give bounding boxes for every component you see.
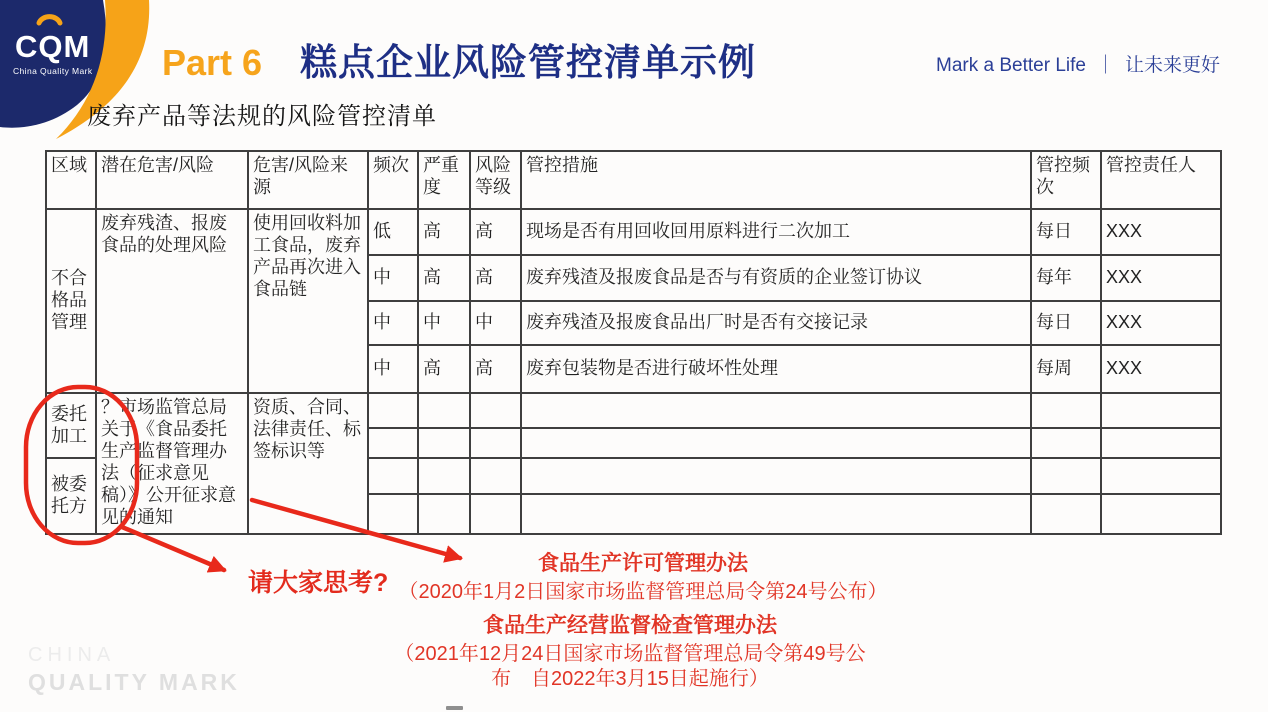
- brand-tagline: [936, 50, 1220, 77]
- freq-cell: 低: [368, 209, 418, 255]
- col-header-owner: 管控责任人: [1101, 151, 1221, 209]
- watermark-line2: QUALITY MARK: [28, 669, 240, 695]
- level-cell: 中: [470, 301, 521, 345]
- tagline-divider: ｜: [1095, 55, 1115, 76]
- level-cell: 高: [470, 255, 521, 301]
- empty-cell: [368, 428, 418, 458]
- empty-cell: [1101, 458, 1221, 494]
- level-cell: 高: [470, 345, 521, 393]
- empty-cell: [470, 458, 521, 494]
- empty-cell: [470, 494, 521, 534]
- regulation-ref-2-detail-line2: 布 自2022年3月15日起施行）: [491, 667, 769, 690]
- empty-cell: [470, 428, 521, 458]
- level-cell: 高: [470, 209, 521, 255]
- severity-cell: 高: [418, 209, 470, 255]
- header-title-row: [162, 32, 756, 86]
- tagline-zh: 让未来更好: [1124, 55, 1220, 76]
- col-header-control-freq: 管控频次: [1031, 151, 1101, 209]
- watermark-line1: CHINA: [28, 644, 116, 666]
- regulation-ref-2: [380, 609, 880, 691]
- watermark: [28, 644, 240, 696]
- control-freq-cell: 每年: [1031, 255, 1101, 301]
- regulation-ref-1: [393, 547, 893, 605]
- source-cell: 使用回收料加工食品，废弃产品再次进入食品链: [248, 209, 368, 393]
- logo-abbr: CQM: [15, 29, 91, 64]
- empty-cell: [418, 428, 470, 458]
- control-freq-cell: 每周: [1031, 345, 1101, 393]
- empty-cell: [418, 393, 470, 428]
- area-cell: 不合格品管理: [46, 209, 96, 393]
- risk-control-table: [45, 150, 1222, 535]
- area-cell: 委托加工: [46, 393, 96, 458]
- tagline-en: Mark a Better Life: [936, 55, 1086, 76]
- col-header-level: 风险等级: [470, 151, 521, 209]
- measure-cell: 废弃残渣及报废食品是否与有资质的企业签订协议: [521, 255, 1031, 301]
- owner-cell: XXX: [1101, 209, 1221, 255]
- freq-cell: 中: [368, 301, 418, 345]
- slide-subtitle: 废弃产品等法规的风险管控清单: [87, 103, 437, 130]
- table-row: [46, 209, 1221, 255]
- owner-cell: XXX: [1101, 345, 1221, 393]
- bottom-dash: [446, 706, 463, 710]
- owner-cell: XXX: [1101, 301, 1221, 345]
- table-header-row: [46, 151, 1221, 209]
- regulation-ref-1-title: 食品生产许可管理办法: [538, 552, 748, 575]
- empty-cell: [521, 494, 1031, 534]
- regulation-ref-2-detail-line1: （2021年12月24日国家市场监督管理总局令第49号公: [394, 643, 866, 665]
- table-row: [46, 393, 1221, 428]
- think-label: 请大家思考?: [248, 569, 389, 597]
- regulation-ref-2-title: 食品生产经营监督检查管理办法: [483, 614, 777, 637]
- part-label: Part 6: [162, 42, 263, 83]
- col-header-source: 危害/风险来源: [248, 151, 368, 209]
- measure-cell: 废弃残渣及报废食品出厂时是否有交接记录: [521, 301, 1031, 345]
- hazard-cell: 废弃残渣、报废食品的处理风险: [96, 209, 248, 393]
- measure-cell: 废弃包装物是否进行破坏性处理: [521, 345, 1031, 393]
- empty-cell: [1031, 393, 1101, 428]
- col-header-freq: 频次: [368, 151, 418, 209]
- logo-caption: China Quality Mark: [13, 66, 93, 76]
- regulation-ref-1-detail: （2020年1月2日国家市场监督管理总局令第24号公布）: [398, 581, 888, 603]
- empty-cell: [418, 458, 470, 494]
- empty-cell: [1101, 428, 1221, 458]
- empty-cell: [1031, 428, 1101, 458]
- freq-cell: 中: [368, 345, 418, 393]
- empty-cell: [470, 393, 521, 428]
- empty-cell: [521, 458, 1031, 494]
- empty-cell: [1101, 494, 1221, 534]
- empty-cell: [418, 494, 470, 534]
- page-title: 糕点企业风险管控清单示例: [300, 42, 757, 83]
- empty-cell: [368, 393, 418, 428]
- empty-cell: [521, 393, 1031, 428]
- empty-cell: [368, 494, 418, 534]
- col-header-area: 区域: [46, 151, 96, 209]
- source-cell: 资质、合同、法律责任、标签标识等: [248, 393, 368, 534]
- measure-cell: 现场是否有用回收回用原料进行二次加工: [521, 209, 1031, 255]
- empty-cell: [1031, 494, 1101, 534]
- control-freq-cell: 每日: [1031, 209, 1101, 255]
- empty-cell: [1101, 393, 1221, 428]
- col-header-severity: 严重度: [418, 151, 470, 209]
- col-header-hazard: 潜在危害/风险: [96, 151, 248, 209]
- severity-cell: 中: [418, 301, 470, 345]
- hazard-cell: ？市场监管总局关于《食品委托生产监督管理办法（征求意见稿）》公开征求意见的通知: [96, 393, 248, 534]
- owner-cell: XXX: [1101, 255, 1221, 301]
- area-cell: 被委托方: [46, 458, 96, 534]
- empty-cell: [368, 458, 418, 494]
- control-freq-cell: 每日: [1031, 301, 1101, 345]
- empty-cell: [521, 428, 1031, 458]
- empty-cell: [1031, 458, 1101, 494]
- severity-cell: 高: [418, 255, 470, 301]
- severity-cell: 高: [418, 345, 470, 393]
- freq-cell: 中: [368, 255, 418, 301]
- col-header-measure: 管控措施: [521, 151, 1031, 209]
